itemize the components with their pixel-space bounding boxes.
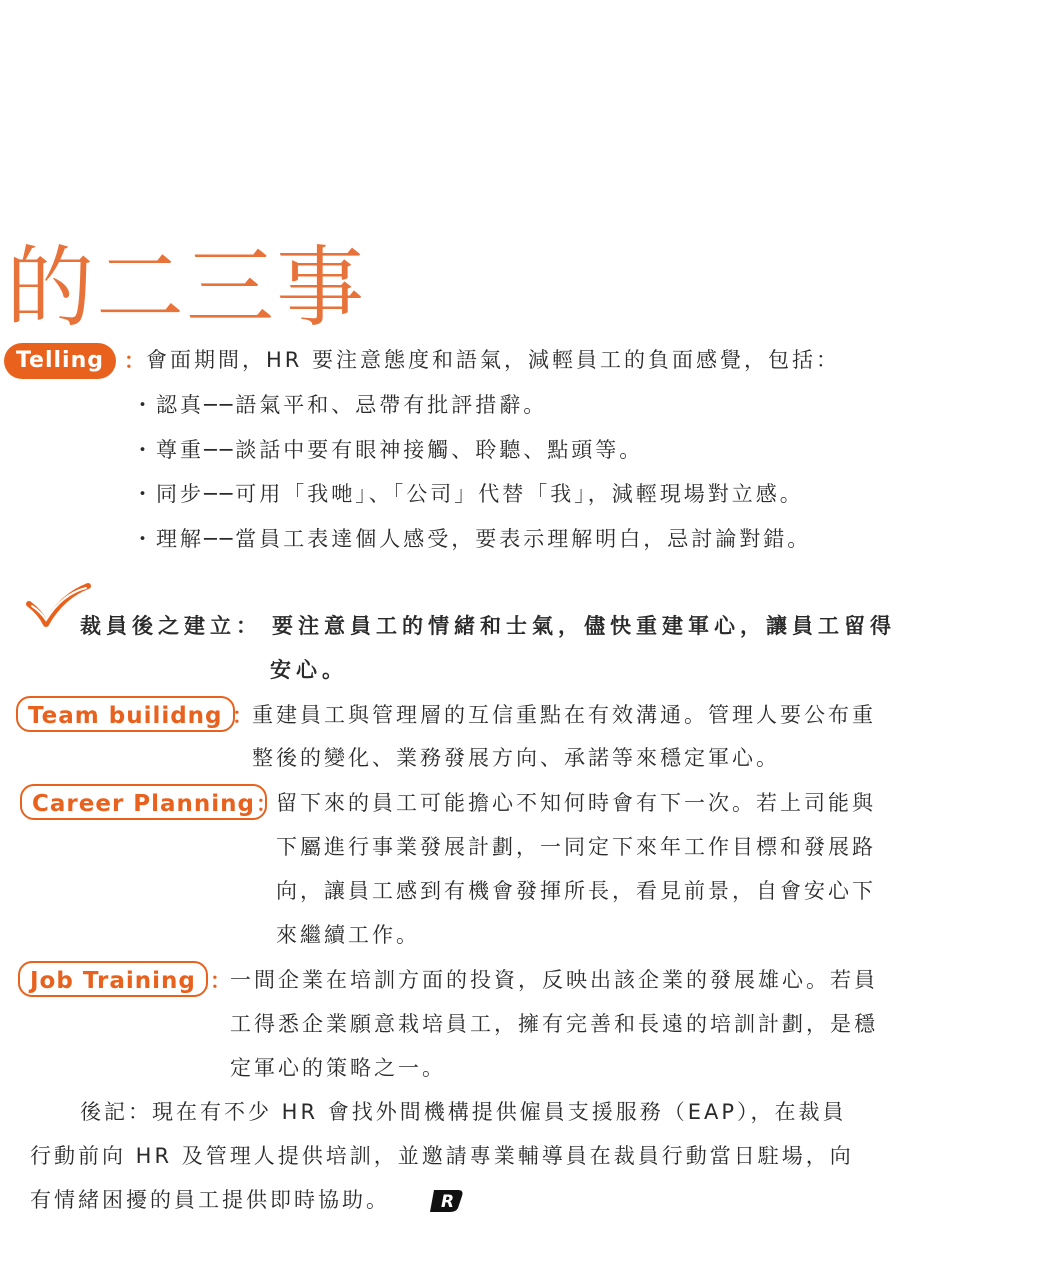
job-line: 一間企業在培訓方面的投資，反映出該企業的發展雄心。若員 bbox=[230, 968, 878, 992]
job-line: 定軍心的策略之一。 bbox=[230, 1056, 446, 1080]
team-colon: ： bbox=[232, 704, 253, 728]
after-label: 裁員後之建立： bbox=[80, 614, 262, 638]
team-line: 重建員工與管理層的互信重點在有效溝通。管理人要公布重 bbox=[252, 703, 876, 727]
career-line: 留下來的員工可能擔心不知何時會有下一次。若上司能與 bbox=[276, 791, 876, 815]
after-line: 要注意員工的情緒和士氣，儘快重建軍心，讓員工留得 bbox=[272, 614, 896, 638]
career-line: 來繼續工作。 bbox=[276, 923, 420, 947]
job-training-label: Job Training bbox=[18, 961, 208, 997]
job-colon: ： bbox=[210, 969, 231, 993]
postscript-line: 行動前向 HR 及管理人提供培訓，並邀請專業輔導員在裁員行動當日駐場，向 bbox=[30, 1144, 854, 1168]
svg-text:R: R bbox=[441, 1192, 455, 1212]
career-colon: ： bbox=[256, 792, 277, 816]
career-planning-label: Career Planning bbox=[20, 784, 267, 820]
telling-bullet: ・理解──當員工表達個人感受，要表示理解明白，忌討論對錯。 bbox=[132, 527, 812, 551]
career-line: 下屬進行事業發展計劃，一同定下來年工作目標和發展路 bbox=[276, 835, 876, 859]
job-line: 工得悉企業願意栽培員工，擁有完善和長遠的培訓計劃，是穩 bbox=[230, 1012, 878, 1036]
telling-bullet: ・認真──語氣平和、忌帶有批評措辭。 bbox=[132, 393, 548, 417]
after-line: 安心。 bbox=[270, 658, 348, 682]
page-title: 的二三事 bbox=[6, 236, 367, 339]
end-mark-logo bbox=[428, 1188, 464, 1212]
postscript-line: 有情緒困擾的員工提供即時協助。 bbox=[30, 1188, 390, 1212]
telling-colon: ： bbox=[124, 349, 145, 373]
telling-intro: 會面期間，HR 要注意態度和語氣，減輕員工的負面感覺，包括： bbox=[146, 348, 841, 372]
career-line: 向，讓員工感到有機會發揮所長，看見前景，自會安心下 bbox=[276, 879, 876, 903]
postscript-line: 後記：現在有不少 HR 會找外間機構提供僱員支援服務（EAP），在裁員 bbox=[80, 1100, 847, 1124]
team-line: 整後的變化、業務發展方向、承諾等來穩定軍心。 bbox=[252, 746, 780, 770]
telling-label: Telling bbox=[4, 343, 116, 379]
telling-bullet: ・同步──可用「我哋」、「公司」代替「我」，減輕現場對立感。 bbox=[132, 482, 804, 506]
telling-bullet: ・尊重──談話中要有眼神接觸、聆聽、點頭等。 bbox=[132, 438, 644, 462]
team-building-label: Team builidng bbox=[16, 696, 235, 732]
